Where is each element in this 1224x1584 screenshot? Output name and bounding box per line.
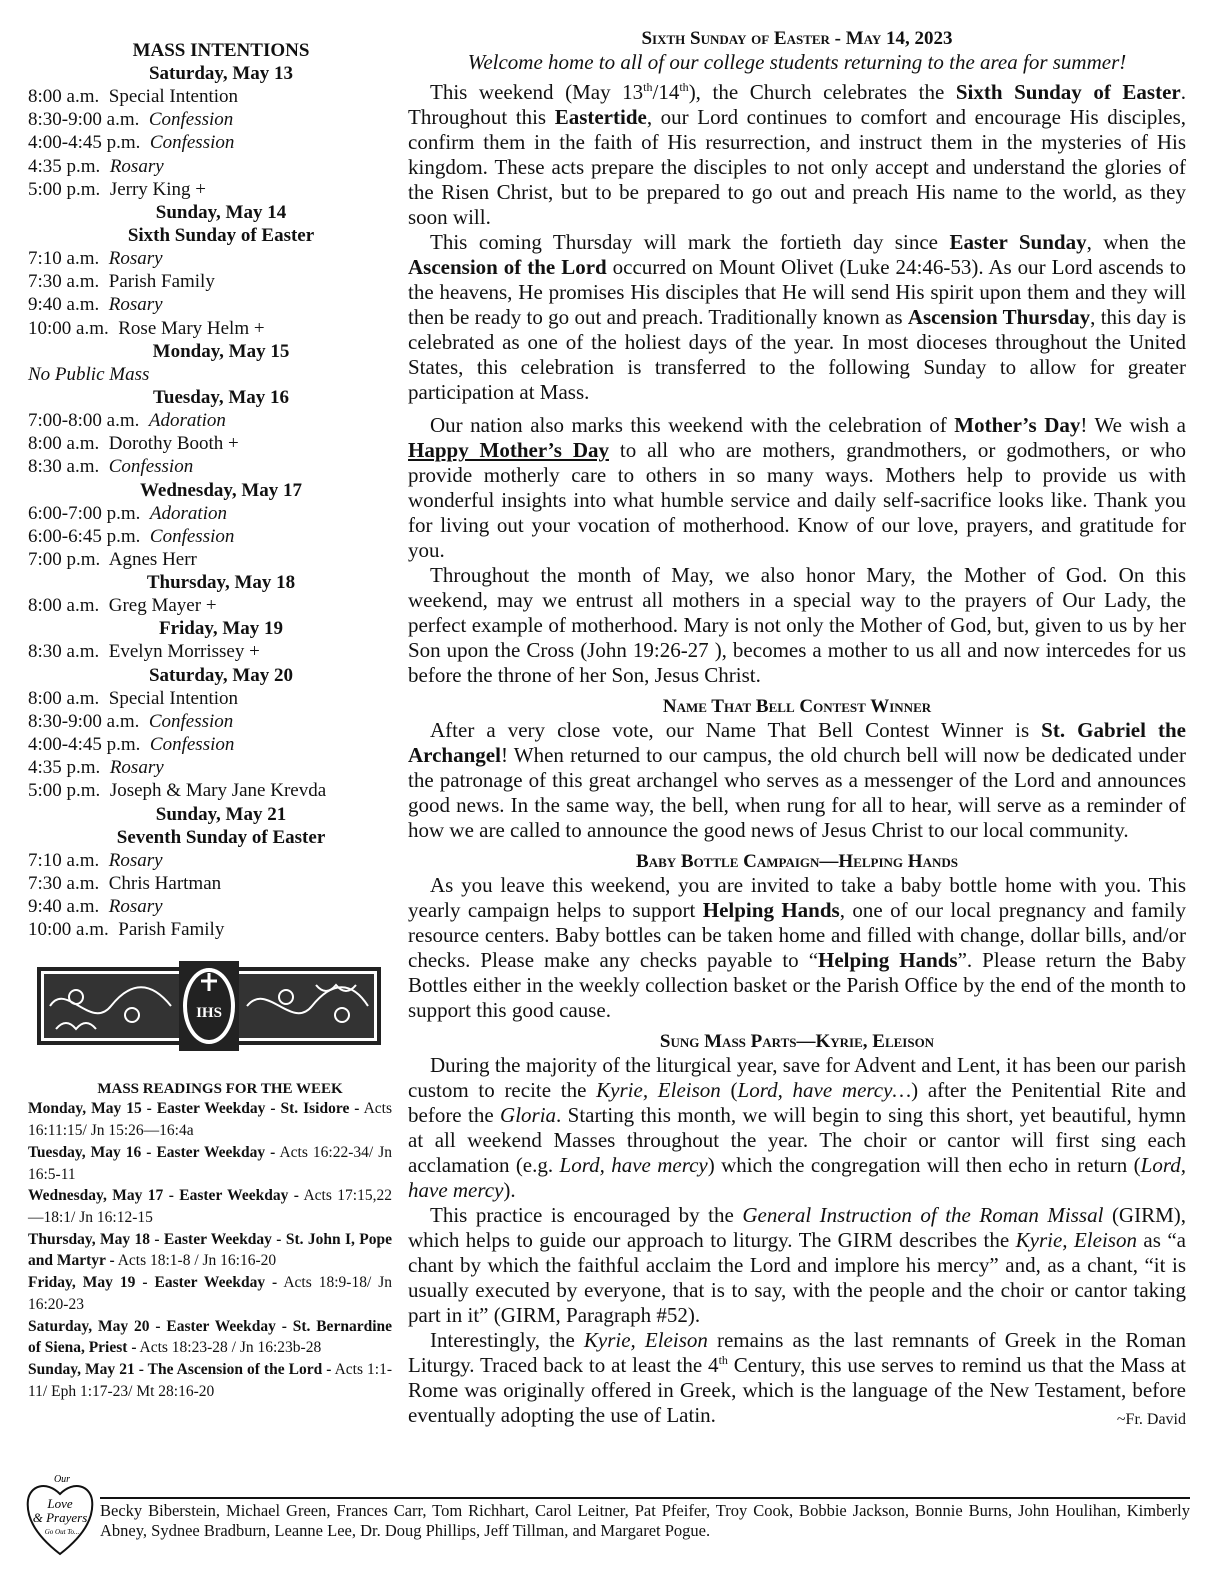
mass-time: 9:40 a.m. xyxy=(28,896,100,918)
mass-intent: Parish Family xyxy=(118,919,225,941)
mass-time: 6:00-6:45 p.m. xyxy=(28,525,141,547)
mass-intent: Confession xyxy=(149,525,235,547)
reading-entry: Monday, May 15 - Easter Weekday - St. Isidore - Acts 16:11:15/ Jn 15:26—16:4a xyxy=(28,1100,392,1140)
mass-intent: Greg Mayer + xyxy=(108,595,217,617)
mass-row xyxy=(28,756,398,779)
mass-intent: Jerry King + xyxy=(109,178,207,200)
bulletin-title: Sixth Sunday of Easter - May 14, 2023 xyxy=(641,28,953,49)
right-column xyxy=(408,28,1186,1432)
mass-row xyxy=(28,918,398,941)
day-heading: Sunday, May 21 xyxy=(155,803,287,825)
day-heading: Monday, May 15 xyxy=(152,340,290,362)
reading-entry: Saturday, May 20 - Easter Weekday - St. Bernardine of Siena, Priest - Acts 18:23-28 / Jn 16:23b-28 xyxy=(28,1317,392,1357)
mass-row xyxy=(28,247,398,270)
day-heading: Friday, May 19 xyxy=(158,618,284,640)
mass-time: 8:00 a.m. xyxy=(28,595,100,617)
mass-row xyxy=(28,687,398,710)
mass-row xyxy=(28,178,398,201)
mass-row xyxy=(28,455,398,478)
mass-row xyxy=(28,131,398,154)
reading-entry: Friday, May 19 - Easter Weekday - Acts 18:9-18/ Jn 16:20-23 xyxy=(28,1274,392,1313)
ihs-monogram: IHS xyxy=(196,1005,222,1022)
mass-time: 7:30 a.m. xyxy=(28,271,100,293)
day-note: No Public Mass xyxy=(28,363,150,385)
mass-row xyxy=(28,849,398,872)
mass-time: 10:00 a.m. xyxy=(28,919,109,941)
mass-intent: Adoration xyxy=(149,502,227,524)
mass-intent: Rosary xyxy=(108,849,163,871)
mass-time: 5:00 p.m. xyxy=(28,780,101,802)
mass-row xyxy=(28,594,398,617)
readings-title: MASS READINGS FOR THE WEEK xyxy=(97,1081,343,1098)
love-and-prayers-logo xyxy=(24,1470,96,1558)
svg-text:& Prayers: & Prayers xyxy=(32,1510,88,1525)
bell-contest-heading: Name That Bell Contest Winner xyxy=(662,696,932,717)
mass-row xyxy=(28,525,398,548)
paragraph-bell-contest: After a very close vote, our Name That Bell Contest Winner is St. Gabriel the Archangel! When returned to our campus, the old church bell will now be dedicated under the patronage of this great archangel who serves as a messenger of the Lord and announces good news. In the same way, the bell, when rung for all to hear, will serve as a reminder of how we are called to announce the good news of Jesus Christ to our local community. xyxy=(408,718,1186,842)
mass-time: 6:00-7:00 p.m. xyxy=(28,502,141,524)
mass-row xyxy=(28,108,398,131)
mass-intent: Chris Hartman xyxy=(108,872,222,894)
prayer-list: Becky Biberstein, Michael Green, Frances Carr, Tom Richhart, Carol Leitner, Pat Pfeifer, Troy Cook, Bobbie Jackson, Bonnie Burns, John Houlihan, Kimberly Abney, Sydnee Bradburn, Leanne Lee, Dr. Doug Phillips, Jeff Tillman, and Margaret Pogue. xyxy=(100,1501,1190,1540)
paragraph-girm: This practice is encouraged by the General Instruction of the Roman Missal (GIRM), which helps to guide our approach to liturgy. The GIRM describes the Kyrie, Eleison as “a chant by which the faithful acclaim the Lord and implore his mercy” and, as a chant, “it is usually executed by everyone, that is to say, with the people and the choir or cantor taking part in it” (GIRM, Paragraph #52). xyxy=(408,1203,1187,1327)
mass-time: 8:00 a.m. xyxy=(28,86,100,107)
mass-row xyxy=(28,872,398,895)
mass-intent: Confession xyxy=(148,109,234,131)
mass-time: 7:00 p.m. xyxy=(28,549,101,571)
baby-bottle-heading: Baby Bottle Campaign—Helping Hands xyxy=(636,851,958,872)
mass-row xyxy=(28,432,398,455)
mass-intent: Rose Mary Helm + xyxy=(118,317,265,339)
day-heading: Sunday, May 14 xyxy=(155,202,287,224)
mass-time: 8:30 a.m. xyxy=(28,456,100,478)
mass-intent: Rosary xyxy=(109,155,164,177)
mass-time: 5:00 p.m. xyxy=(28,178,101,200)
mass-intent: Confession xyxy=(148,710,234,732)
day-subheading: Seventh Sunday of Easter xyxy=(116,826,326,848)
svg-text:Our: Our xyxy=(53,1474,71,1485)
mass-row xyxy=(28,895,398,918)
mass-row xyxy=(28,710,398,733)
svg-text:Go Out To...: Go Out To... xyxy=(44,1528,80,1536)
mass-time: 10:00 a.m. xyxy=(28,317,109,339)
mass-row xyxy=(28,317,398,340)
day-heading: Thursday, May 18 xyxy=(146,572,296,594)
mass-intent: Confession xyxy=(149,734,235,756)
mass-intent: Adoration xyxy=(148,410,226,432)
mass-intent: Special Intention xyxy=(108,86,239,107)
mass-row xyxy=(28,640,398,663)
mass-row xyxy=(28,502,398,525)
mass-intent: Confession xyxy=(108,456,194,478)
mass-row xyxy=(28,779,398,802)
paragraph-kyrie-custom: During the majority of the liturgical year, save for Advent and Lent, it has been our parish custom to recite the Kyrie, Eleison (Lord, have mercy…) after the Penitential Rite and before the Gloria. Starting this month, we will begin to sing this short, yet beautiful, hymn at all weekend Masses throughout the year. The choir or cantor will first sing each acclamation (e.g. Lord, have mercy) which the congregation will then echo in return (Lord, have mercy). xyxy=(408,1053,1186,1202)
mass-time: 7:30 a.m. xyxy=(28,872,100,894)
mass-row xyxy=(28,85,398,108)
mass-intent: Evelyn Morrissey + xyxy=(108,641,260,663)
mass-time: 4:00-4:45 p.m. xyxy=(28,132,141,154)
mass-row xyxy=(28,270,398,293)
mass-intentions-title: MASS INTENTIONS xyxy=(132,40,310,61)
mass-time: 7:00-8:00 a.m. xyxy=(28,410,140,432)
mass-intent: Parish Family xyxy=(108,271,215,293)
mass-intent: Special Intention xyxy=(108,687,239,709)
mass-intentions-list xyxy=(28,62,398,941)
reading-entry: Sunday, May 21 - The Ascension of the Lord - Acts 1:1-11/ Eph 1:17-23/ Mt 28:16-20 xyxy=(28,1360,392,1400)
footer-divider xyxy=(100,1497,1190,1499)
mass-time: 7:10 a.m. xyxy=(28,849,100,871)
mass-time: 7:10 a.m. xyxy=(28,248,100,270)
mass-time: 8:30-9:00 a.m. xyxy=(28,710,140,732)
left-column xyxy=(28,40,398,1402)
day-heading: Saturday, May 13 xyxy=(148,63,294,84)
reading-entry: Thursday, May 18 - Easter Weekday - St. John I, Pope and Martyr - Acts 18:1-8 / Jn 16:16-20 xyxy=(28,1230,392,1270)
mass-row xyxy=(28,409,398,432)
mass-intent: Rosary xyxy=(108,248,163,270)
welcome-line: Welcome home to all of our college students returning to the area for summer! xyxy=(467,50,1127,74)
mass-time: 9:40 a.m. xyxy=(28,294,100,316)
day-heading: Saturday, May 20 xyxy=(148,664,294,686)
ihs-ornament-image xyxy=(36,959,382,1053)
day-heading: Tuesday, May 16 xyxy=(152,387,290,409)
mass-time: 4:00-4:45 p.m. xyxy=(28,734,141,756)
day-heading: Wednesday, May 17 xyxy=(139,479,303,501)
paragraph-mothers-day: Our nation also marks this weekend with the celebration of Mother’s Day! We wish a Happy Mother’s Day to all who are mothers, grandmothers, or godmothers, or who provide motherly care to others in so many ways. Mothers help to provide us with wonderful insights into what humble service and daily self-sacrifice looks like. Thank you for living out your vocation of motherhood. Know of our love, prayers, and gratitude for you. xyxy=(408,413,1186,562)
mass-intent: Confession xyxy=(149,132,235,154)
mass-row xyxy=(28,733,398,756)
mass-time: 4:35 p.m. xyxy=(28,757,101,779)
svg-text:Love: Love xyxy=(47,1496,73,1511)
mass-row xyxy=(28,155,398,178)
paragraph-greek: Interestingly, the Kyrie, Eleison remains as the last remnants of Greek in the Roman Liturgy. Traced back to at least the 4th Century, this use serves to remind us that the Mass at Rome was originally offered in Greek, which is the language of the New Testament, before eventually adopting the use of Latin. ~Fr. David xyxy=(408,1328,1186,1428)
signature: ~Fr. David xyxy=(1116,1411,1186,1428)
mass-time: 8:30-9:00 a.m. xyxy=(28,109,140,131)
kyrie-heading: Sung Mass Parts—Kyrie, Eleison xyxy=(659,1031,935,1052)
paragraph-sixth-sunday: This weekend (May 13th/14th), the Church celebrates the Sixth Sunday of Easter. Throughout this Eastertide, our Lord continues to comfort and encourage His disciples, confirm them in the faith of His resurrection, and instruct them in the mysteries of His kingdom. These acts prepare the disciples to not only accept and understand the glories of the Risen Christ, but to be prepared to go out and preach His name to the world, as they soon will. xyxy=(408,80,1187,229)
mass-intent: Agnes Herr xyxy=(108,549,197,571)
mass-intent: Dorothy Booth + xyxy=(108,433,239,455)
mass-time: 8:00 a.m. xyxy=(28,433,100,455)
mass-row xyxy=(28,293,398,316)
readings-list xyxy=(28,1098,398,1402)
mass-intent: Joseph & Mary Jane Krevda xyxy=(109,780,327,802)
paragraph-mary: Throughout the month of May, we also honor Mary, the Mother of God. On this weekend, may we entrust all mothers in a special way to the prayers of Our Lady, the perfect example of motherhood. Mary is not only the Mother of God, but, given to us by her Son upon the Cross (John 19:26-27 ), becomes a mother to us all and now intercedes for us before the throne of her Son, Jesus Christ. xyxy=(408,563,1186,687)
day-subheading: Sixth Sunday of Easter xyxy=(127,225,315,247)
mass-time: 8:30 a.m. xyxy=(28,641,100,663)
mass-time: 8:00 a.m. xyxy=(28,687,100,709)
mass-time: 4:35 p.m. xyxy=(28,155,101,177)
mass-intent: Rosary xyxy=(108,896,163,918)
paragraph-ascension: This coming Thursday will mark the fortieth day since Easter Sunday, when the Ascension of the Lord occurred on Mount Olivet (Luke 24:46-53). As our Lord ascends to the heavens, He promises His disciples that He will send His spirit upon them and they will then be ready to go out and preach. Traditionally known as Ascension Thursday, this day is celebrated as one of the holiest days of the year. In most dioceses throughout the United States, this celebration is transferred to the following Sunday to allow for greater participation at Mass. xyxy=(408,230,1186,404)
reading-entry: Wednesday, May 17 - Easter Weekday - Acts 17:15,22—18:1/ Jn 16:12-15 xyxy=(28,1187,392,1226)
reading-entry: Tuesday, May 16 - Easter Weekday - Acts 16:22-34/ Jn 16:5-11 xyxy=(28,1143,392,1183)
mass-intent: Rosary xyxy=(108,294,163,316)
paragraph-baby-bottle: As you leave this weekend, you are invited to take a baby bottle home with you. This yearly campaign helps to support Helping Hands, one of our local pregnancy and family resource centers. Baby bottles can be taken home and filled with change, dollar bills, and/or checks. Please make any checks payable to “Helping Hands”. Please return the Baby Bottles either in the weekly collection basket or the Parish Office by the end of the month to support this good cause. xyxy=(408,873,1186,1022)
mass-intent: Rosary xyxy=(109,757,164,779)
mass-row xyxy=(28,548,398,571)
